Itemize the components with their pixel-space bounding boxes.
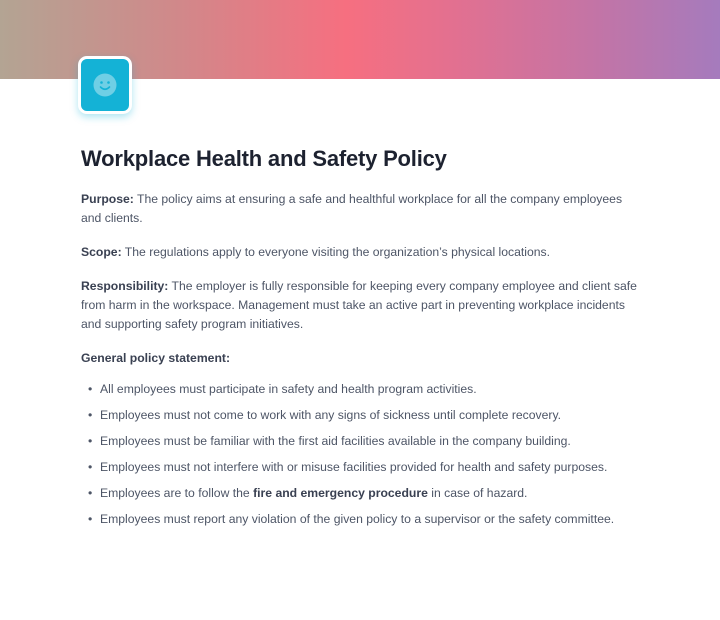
- list-item: [88, 510, 641, 529]
- purpose-label: Purpose:: [81, 192, 134, 206]
- policy-list: [81, 380, 641, 529]
- bullet-icon: •: [88, 408, 93, 422]
- list-item-text: Employees must be familiar with the first aid facilities available in the company building.: [100, 434, 571, 448]
- list-item-text: Employees must report any violation of the given policy to a supervisor or the safety committee.: [100, 512, 615, 526]
- bullet-icon: •: [88, 434, 93, 448]
- policy-document: [81, 144, 641, 536]
- scope-paragraph: [81, 243, 641, 262]
- purpose-paragraph: [81, 190, 641, 228]
- list-item-text-pre: Employees are to follow the: [100, 486, 254, 500]
- bullet-icon: •: [88, 512, 93, 526]
- list-item: [88, 458, 641, 477]
- bullet-icon: •: [88, 382, 93, 396]
- general-policy-heading: General policy statement:: [81, 351, 231, 365]
- page-title: Workplace Health and Safety Policy: [81, 146, 447, 171]
- list-item-text-post: in case of hazard.: [427, 486, 528, 500]
- list-item-text: All employees must participate in safety and health program activities.: [100, 382, 477, 396]
- scope-text: The regulations apply to everyone visiting the organization’s physical locations.: [121, 245, 551, 259]
- document-logo: [78, 56, 132, 114]
- list-item: [88, 432, 641, 451]
- fire-emergency-procedure-emphasis: fire and emergency procedure: [253, 486, 428, 500]
- bullet-icon: •: [88, 460, 93, 474]
- purpose-text: The policy aims at ensuring a safe and healthful workplace for all the company employees and clients.: [81, 192, 623, 225]
- list-item: [88, 484, 641, 503]
- responsibility-paragraph: [81, 277, 641, 334]
- scope-label: Scope:: [81, 245, 122, 259]
- responsibility-text: The employer is fully responsible for keeping every company employee and client safe from harm in the workspace. Management must take an active part in preventing workplace incidents and supporting safety program initiatives.: [81, 279, 637, 331]
- list-item: [88, 406, 641, 425]
- list-item-text: Employees must not interfere with or misuse facilities provided for health and safety purposes.: [100, 460, 608, 474]
- list-item-text: Employees must not come to work with any signs of sickness until complete recovery.: [100, 408, 562, 422]
- list-item: [88, 380, 641, 399]
- responsibility-label: Responsibility:: [81, 279, 169, 293]
- bullet-icon: •: [88, 486, 93, 500]
- smiley-face-icon: [92, 72, 118, 98]
